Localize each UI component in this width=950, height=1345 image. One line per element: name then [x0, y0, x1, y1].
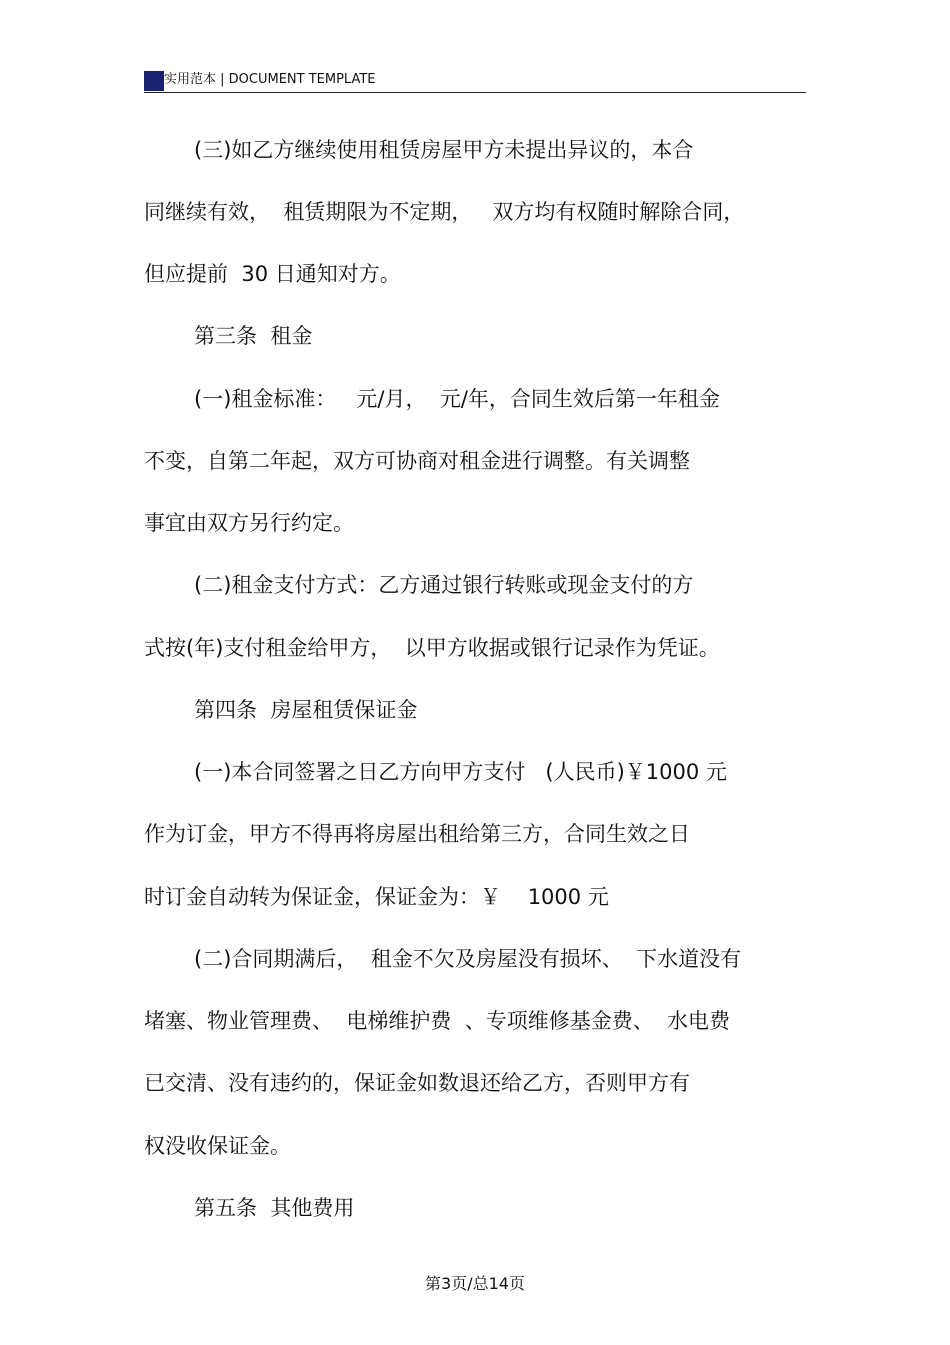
- document-header: [144, 68, 806, 93]
- section-heading: 第三条 租金: [194, 324, 313, 348]
- header-title: 实用范本 | DOCUMENT TEMPLATE: [164, 72, 376, 87]
- section-heading: 第五条 其他费用: [194, 1196, 355, 1220]
- body-line: 作为订金，甲方不得再将房屋出租给第三方，合同生效之日: [144, 822, 690, 846]
- body-line: (一)本合同签署之日乙方向甲方支付 (人民币)￥1000 元: [194, 760, 727, 784]
- section-heading: 第四条 房屋租赁保证金: [194, 698, 418, 722]
- body-line: (二)租金支付方式：乙方通过银行转账或现金支付的方: [194, 573, 694, 597]
- page-number: 第3页/总14页: [425, 1274, 525, 1293]
- body-line: 但应提前 30 日通知对方。: [144, 262, 401, 286]
- body-line: 不变，自第二年起，双方可协商对租金进行调整。有关调整: [144, 449, 690, 473]
- body-line: (一)租金标准： 元/月， 元/年，合同生效后第一年租金: [194, 387, 720, 411]
- body-line: (二)合同期满后， 租金不欠及房屋没有损坏、 下水道没有: [194, 947, 742, 971]
- body-line: 权没收保证金。: [144, 1134, 291, 1158]
- header-logo-block: [144, 71, 164, 91]
- body-line: 事宜由双方另行约定。: [144, 511, 354, 535]
- body-line: 式按(年)支付租金给甲方， 以甲方收据或银行记录作为凭证。: [144, 636, 720, 660]
- body-line: 堵塞、物业管理费、 电梯维护费 、专项维修基金费、 水电费: [144, 1009, 731, 1033]
- body-line: 已交清、没有违约的，保证金如数退还给乙方，否则甲方有: [144, 1071, 690, 1095]
- body-line: 时订金自动转为保证金，保证金为：￥ 1000 元: [144, 885, 609, 909]
- body-line: 同继续有效， 租赁期限为不定期， 双方均有权随时解除合同，: [144, 200, 745, 224]
- body-line: (三)如乙方继续使用租赁房屋甲方未提出异议的，本合: [194, 138, 694, 162]
- header-divider: [144, 92, 806, 93]
